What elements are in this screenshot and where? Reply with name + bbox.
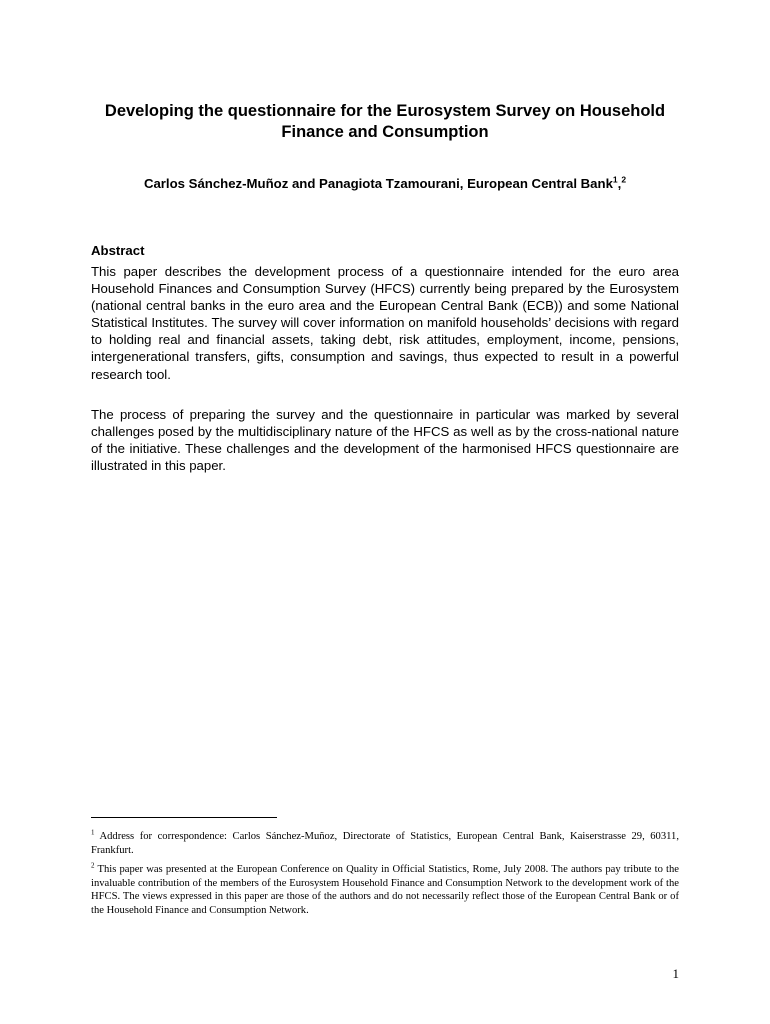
- footnote: [91, 830, 679, 857]
- abstract-paragraph: The process of preparing the survey and the questionnaire in particular was marked by several challenges posed by the multidisciplinary nature of the HFCS as well as by the cross-national nature of the initiative. These challenges and the development of the harmonised HFCS questionnaire are illustrated in this paper.: [91, 407, 679, 474]
- footnote-text: This paper was presented at the European Conference on Quality in Official Statistics, Rome, July 2008. The authors pay tribute to the invaluable contribution of the members of the Eurosystem Household Finance and Consumption Network to the development work of the HFCS. The views expressed in this paper are those of the authors and do not necessarily reflect those of the European Central Bank or of the Household Finance and Consumption Network.: [91, 864, 679, 916]
- author-line: [91, 175, 679, 193]
- footnote-ref-1: 1: [612, 174, 618, 185]
- footnote-marker: 1: [91, 828, 95, 837]
- author-names: Carlos Sánchez-Muñoz and Panagiota Tzamourani, European Central Bank: [143, 176, 613, 191]
- footnote-marker: 2: [91, 861, 95, 870]
- footnote-text: Address for correspondence: Carlos Sánchez-Muñoz, Directorate of Statistics, European Central Bank, Kaiserstrasse 29, 60311, Frankfurt.: [91, 831, 679, 856]
- footnote-ref-2: 2: [621, 174, 627, 185]
- abstract-paragraph: This paper describes the development process of a questionnaire intended for the euro area Household Finances and Consumption Survey (HFCS) currently being prepared by the Eurosystem (national central banks in the euro area and the European Central Bank (ECB)) and some National Statistical Institutes. The survey will cover information on manifold households’ decisions with regard to holding real and financial assets, taking debt, risk attitudes, employment, income, pensions, intergenerational transfers, gifts, consumption and savings, thus expected to result in a powerful research tool.: [91, 264, 679, 382]
- page-number: 1: [672, 966, 679, 981]
- abstract-heading: Abstract: [91, 243, 145, 258]
- footnote-divider: [91, 817, 277, 818]
- paper-title: Developing the questionnaire for the Eurosystem Survey on Household Finance and Consumption: [104, 102, 666, 141]
- footnote: [91, 863, 679, 917]
- footnote-ref-separator: ,: [617, 176, 622, 191]
